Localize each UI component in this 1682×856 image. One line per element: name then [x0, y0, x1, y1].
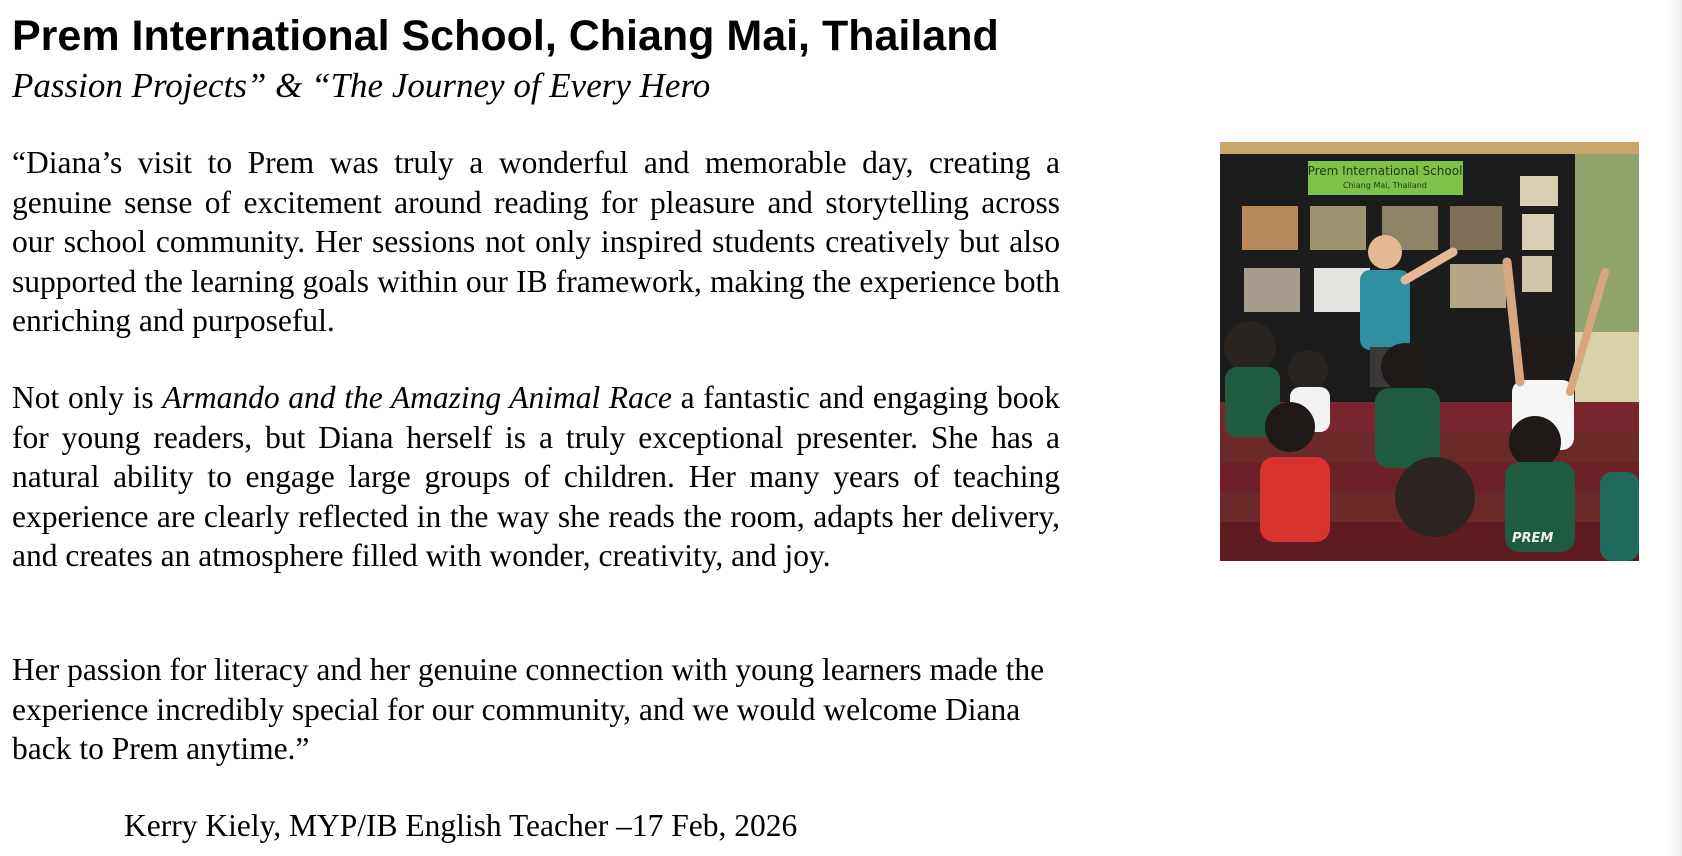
signature-line: Kerry Kiely, MYP/IB English Teacher –17 Feb, 2026 [124, 808, 798, 843]
document-title: Prem International School, Chiang Mai, Thailand [12, 12, 999, 60]
animal-picture-1 [1242, 206, 1298, 250]
testimonial-paragraph-3: Her passion for literacy and her genuine connection with young learners made the experience incredibly special for our community, and we would welcome Diana back to Prem anytime.” [12, 652, 1045, 766]
animal-picture-9 [1522, 214, 1554, 250]
uniform-text: PREM [1512, 531, 1554, 546]
student-head-6 [1509, 416, 1561, 468]
student-head-7 [1395, 457, 1475, 537]
board-sign-line2: Chiang Mai, Thailand [1343, 181, 1427, 190]
paragraph-2-intro: Not only is [12, 380, 163, 415]
presenter-head [1368, 235, 1402, 269]
animal-picture-4 [1450, 206, 1502, 250]
classroom-photo [1220, 142, 1639, 561]
animal-picture-10 [1522, 256, 1552, 292]
top-strip [1220, 142, 1639, 154]
testimonial-paragraph-2 [12, 378, 1060, 576]
page-edge-shadow [1664, 0, 1682, 856]
book-title: Armando and the Amazing Animal Race [162, 380, 672, 415]
animal-picture-5 [1244, 268, 1300, 312]
document-subtitle: Passion Projects” & “The Journey of Every Hero [12, 66, 711, 105]
student-body-3 [1375, 388, 1440, 468]
testimonial-paragraph-1: “Diana’s visit to Prem was truly a wonderful and memorable day, creating a genuine sense of excitement around reading for pleasure and storytelling across our school community. Her sessions not only inspired students creatively but also supported the learning goals within our IB framework, making the experience both enriching and purposeful. [12, 145, 1060, 338]
student-body-7 [1600, 472, 1639, 561]
paragraph-2-body: a fantastic and engaging book for young readers, but Diana herself is a truly exceptional presenter. She has a natural ability to engage large groups of children. Her many years of teaching experience are clearly reflected in the way she reads the room, adapts her delivery, and creates an atmosphere filled with wonder, creativity, and joy. [12, 380, 1060, 573]
animal-picture-7 [1450, 264, 1506, 308]
student-body-5 [1260, 457, 1330, 542]
student-head-3 [1381, 343, 1429, 391]
animal-picture-2 [1310, 206, 1366, 250]
board-sign-line1: Prem International School [1307, 164, 1463, 178]
student-head-1 [1224, 321, 1276, 373]
student-head-2 [1288, 350, 1328, 390]
animal-picture-8 [1520, 176, 1558, 206]
student-head-5 [1265, 402, 1315, 452]
